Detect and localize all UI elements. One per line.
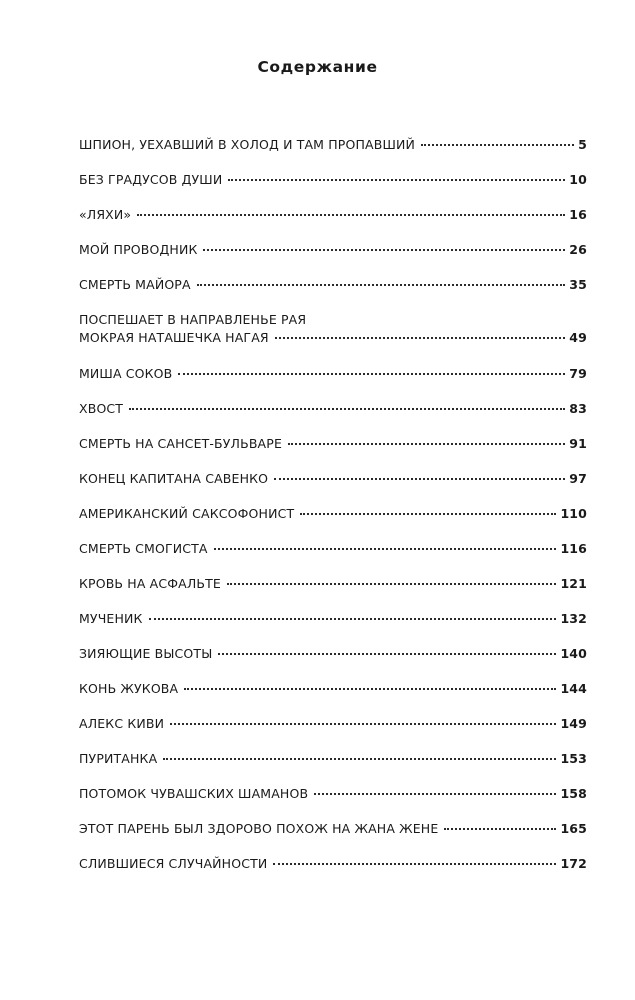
toc-entry-title: МИША СОКОВ: [79, 366, 173, 381]
toc-entry-page: 16: [569, 207, 587, 222]
toc-entry-title: МУЧЕНИК: [79, 611, 143, 626]
dot-leader: [178, 373, 565, 375]
toc-entry-title: КРОВЬ НА АСФАЛЬТЕ: [79, 576, 221, 591]
toc-entry-title: КОНЬ ЖУКОВА: [79, 681, 179, 696]
toc-entry: [79, 855, 587, 890]
toc-entry-page: 5: [578, 137, 587, 152]
toc-entry-page: 121: [560, 576, 587, 591]
toc-entry-page: 10: [569, 172, 587, 187]
dot-leader: [197, 284, 566, 286]
toc-entry: [79, 365, 587, 400]
dot-leader: [163, 758, 556, 760]
toc-entry-title: ЭТОТ ПАРЕНЬ БЫЛ ЗДОРОВО ПОХОЖ НА ЖАНА ЖЕНЕ: [79, 821, 439, 836]
dot-leader: [184, 688, 556, 690]
toc-entry: [79, 171, 587, 206]
dot-leader: [228, 179, 565, 181]
toc-entry-title: СМЕРТЬ МАЙОРА: [79, 277, 191, 292]
toc-entry-title: ЗИЯЮЩИЕ ВЫСОТЫ: [79, 646, 213, 661]
toc-entry-page: 49: [569, 330, 587, 345]
toc-entry-title: БЕЗ ГРАДУСОВ ДУШИ: [79, 172, 223, 187]
toc-entry: [79, 505, 587, 540]
toc-entry-page: 153: [560, 751, 587, 766]
toc-entry-page: 26: [569, 242, 587, 257]
toc-entry-page: 132: [560, 611, 587, 626]
dot-leader: [170, 723, 556, 725]
toc-entry-title: ШПИОН, УЕХАВШИЙ В ХОЛОД И ТАМ ПРОПАВШИЙ: [79, 137, 415, 152]
toc-entry: [79, 785, 587, 820]
toc-entry-page: 144: [560, 681, 587, 696]
dot-leader: [444, 828, 556, 830]
toc-entry: [79, 820, 587, 855]
toc-entry-page: 79: [569, 366, 587, 381]
toc-entry-page: 165: [560, 821, 587, 836]
toc-entry-title: СМЕРТЬ СМОГИСТА: [79, 541, 208, 556]
table-of-contents: [79, 136, 587, 890]
dot-leader: [275, 337, 566, 339]
dot-leader: [137, 214, 565, 216]
dot-leader: [288, 443, 565, 445]
toc-entry: [79, 400, 587, 435]
dot-leader: [149, 618, 557, 620]
dot-leader: [300, 513, 556, 515]
toc-entry: [79, 136, 587, 171]
toc-entry-page: 35: [569, 277, 587, 292]
dot-leader: [129, 408, 565, 410]
toc-entry: [79, 680, 587, 715]
dot-leader: [274, 478, 565, 480]
toc-entry-title: «ЛЯХИ»: [79, 207, 132, 222]
dot-leader: [227, 583, 557, 585]
toc-entry: [79, 750, 587, 785]
toc-entry-page: 116: [560, 541, 587, 556]
dot-leader: [203, 249, 565, 251]
toc-entry-page: 83: [569, 401, 587, 416]
toc-entry: [79, 206, 587, 241]
toc-entry: [79, 715, 587, 750]
toc-entry-title: АМЕРИКАНСКИЙ САКСОФОНИСТ: [79, 506, 295, 521]
toc-entry: [79, 276, 587, 311]
toc-entry-title: МОЙ ПРОВОДНИК: [79, 242, 198, 257]
dot-leader: [214, 548, 557, 550]
toc-entry-page: 172: [560, 856, 587, 871]
toc-entry: [79, 470, 587, 505]
toc-entry-page: 110: [560, 506, 587, 521]
toc-entry-page: 158: [560, 786, 587, 801]
toc-entry: [79, 610, 587, 645]
toc-entry-page: 91: [569, 436, 587, 451]
page-title: Содержание: [257, 58, 378, 76]
toc-entry: [79, 540, 587, 575]
toc-entry-title: СМЕРТЬ НА САНСЕТ-БУЛЬВАРЕ: [79, 436, 282, 451]
dot-leader: [421, 144, 574, 146]
toc-entry: [79, 435, 587, 470]
toc-entry: [79, 241, 587, 276]
toc-entry: [79, 575, 587, 610]
toc-entry-title: МОКРАЯ НАТАШЕЧКА НАГАЯ: [79, 330, 269, 345]
toc-entry-page: 149: [560, 716, 587, 731]
toc-entry-title: ПОТОМОК ЧУВАШСКИХ ШАМАНОВ: [79, 786, 309, 801]
toc-entry-page: 97: [569, 471, 587, 486]
dot-leader: [218, 653, 556, 655]
dot-leader: [273, 863, 556, 865]
toc-entry: [79, 311, 587, 365]
toc-entry-title: КОНЕЦ КАПИТАНА САВЕНКО: [79, 471, 269, 486]
toc-entry: [79, 645, 587, 680]
dot-leader: [314, 793, 556, 795]
toc-entry-page: 140: [560, 646, 587, 661]
toc-entry-title: АЛЕКС КИВИ: [79, 716, 165, 731]
toc-entry-title: ХВОСТ: [79, 401, 124, 416]
toc-entry-title: СЛИВШИЕСЯ СЛУЧАЙНОСТИ: [79, 856, 268, 871]
toc-entry-title: ПУРИТАНКА: [79, 751, 158, 766]
toc-entry-title-line1: ПОСПЕШАЕТ В НАПРАВЛЕНЬЕ РАЯ: [79, 312, 307, 327]
